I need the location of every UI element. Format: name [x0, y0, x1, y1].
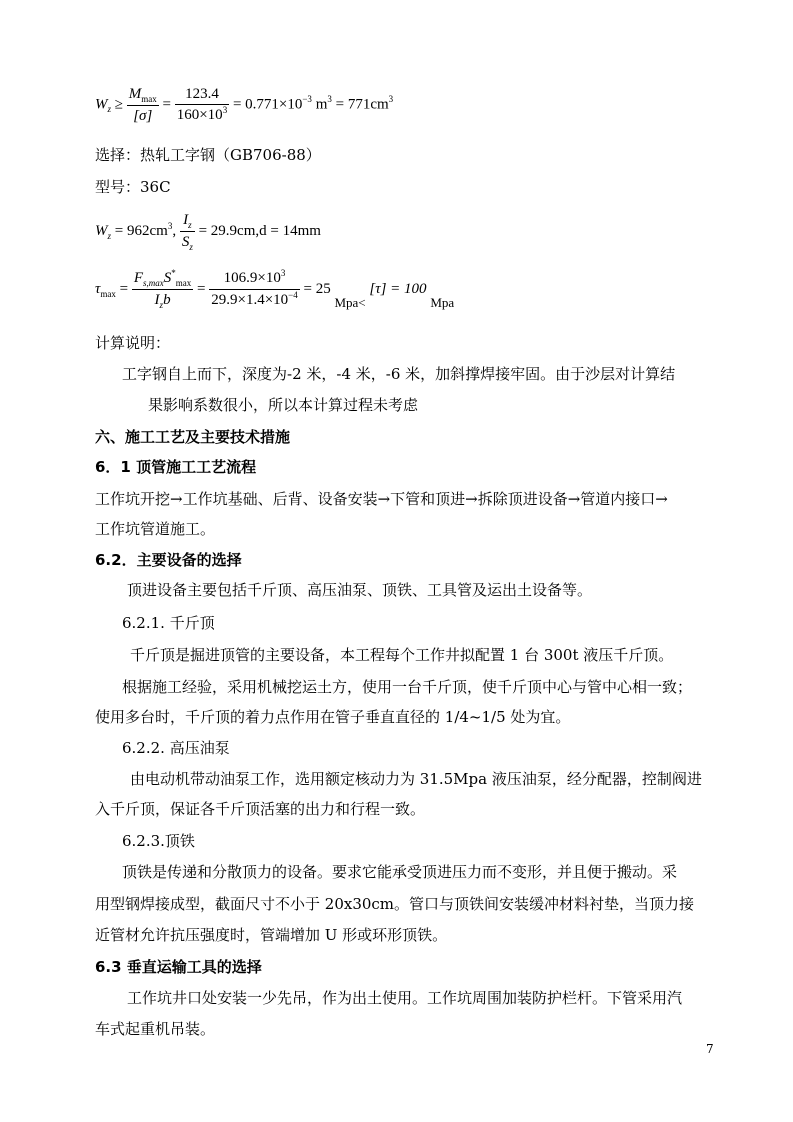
formula1-frac-numeric: [175, 84, 229, 126]
formula1-den-sym: [σ]: [133, 108, 153, 124]
section6-title: 六、施工工艺及主要技术措施: [95, 428, 291, 446]
formula3-num2: 106.9×10: [223, 270, 281, 286]
s622-l1: 由电动机带动油泵工作，选用额定核动力为 31.5Mpa 液压油泵，经分配器，控制阀进: [130, 770, 702, 788]
formula3-num-s-sub: max: [175, 278, 192, 288]
formula1-num-sym: M: [128, 86, 142, 102]
formula1-exp1: −3: [302, 94, 312, 105]
s63-l2: 车式起重机吊装。: [95, 1020, 216, 1038]
formula1-frac-symbolic: [127, 84, 159, 126]
formula3-num-s: S: [163, 270, 172, 286]
formula1-unit2-exp: 3: [388, 94, 394, 105]
formula3-tau-sub: max: [100, 288, 116, 299]
formula1-eq1: = 0.771×10: [232, 96, 303, 113]
s63-l1: 工作坑井口处安装一少先吊，作为出土使用。工作坑周围加装防护栏杆。下管采用汽: [127, 989, 683, 1007]
s61-line1: 工作坑开挖→工作坑基础、后背、设备安装→下管和顶进→拆除顶进设备→管道内接口→: [95, 490, 668, 508]
formula2-num: I: [183, 212, 189, 228]
formula3-tau: τ: [95, 280, 101, 297]
s621-p1: 千斤顶是掘进顶管的主要设备，本工程每个工作井拟配置 1 台 300t 液压千斤顶。: [130, 646, 674, 664]
calc-note-label: 计算说明：: [95, 334, 171, 352]
formula1-unit1-exp: 3: [327, 94, 332, 105]
s623-title: 6.2.3.顶铁: [122, 832, 195, 850]
formula2-eq: = 962cm: [114, 222, 168, 239]
s623-l2: 用型钢焊接成型，截面尺寸不小于 20x30cm。管口与顶铁间安装缓冲材料衬垫，当顶力接: [95, 895, 695, 913]
s623-l3: 近管材允许抗压强度时，管端增加 U 形或环形顶铁。: [95, 926, 448, 944]
s62-title: 6.2．主要设备的选择: [95, 551, 242, 569]
s621-title: 6.2.1. 千斤顶: [122, 614, 215, 632]
formula3-tau2: [τ] = 100: [369, 280, 427, 297]
formula2-lhs-sub: z: [107, 230, 112, 241]
formula3-num2-exp: 3: [280, 268, 286, 278]
selection-line: 选择：热轧工字钢（GB706-88）: [95, 146, 321, 164]
s63-title: 6.3 垂直运输工具的选择: [95, 958, 262, 976]
formula2-rest: = 29.9cm,d = 14mm: [198, 222, 321, 239]
formula3-den-sub: z: [159, 300, 164, 310]
formula3-frac-numeric: [209, 268, 300, 311]
s622-title: 6.2.2. 高压油泵: [122, 739, 230, 757]
formula3-den: I: [154, 292, 160, 308]
formula1-lhs: W: [95, 96, 108, 113]
s622-l2: 入千斤顶，保证各千斤顶活塞的出力和行程一致。: [95, 800, 426, 818]
formula3-mpa2: Mpa: [430, 294, 455, 310]
formula-section-modulus: $W_z$ ≥ $\frac{M_{max}}{[\sigma]}$ = $\frac{123.4}{160\times 10^3}$ = $0.771\times 10^{-3}$ $m^3 = 771cm^3$: [95, 86, 394, 124]
formula1-den-exp: 3: [222, 105, 228, 115]
calc-note-line2: 果影响系数很小，所以本计算过程未考虑: [148, 396, 419, 414]
formula3-lt: <: [358, 294, 366, 310]
formula1-num-value: 123.4: [175, 84, 229, 105]
s62-intro: 顶进设备主要包括千斤顶、高压油泵、顶铁、工具管及运出土设备等。: [127, 581, 593, 599]
formula2-den-sub: z: [189, 242, 193, 252]
formula1-lhs-sub: z: [107, 104, 112, 115]
s61-title: 6．1 顶管施工工艺流程: [95, 458, 257, 476]
formula1-eq2: = 771cm: [335, 96, 389, 113]
formula3-num: F: [133, 270, 144, 286]
formula3-den-b: b: [163, 292, 171, 308]
s621-p2-l2: 使用多台时，千斤顶的着力点作用在管子垂直直径的 1/4~1/5 处为宜。: [95, 708, 571, 726]
formula3-frac-symbolic: [132, 268, 193, 311]
formula1-unit1: m: [315, 96, 328, 113]
formula2-exp: 3: [167, 220, 173, 231]
formula2-comma: ,: [172, 222, 177, 239]
formula3-den2-exp: −4: [288, 290, 298, 300]
formula1-den-value: 160×10: [176, 107, 223, 123]
formula2-frac: [180, 210, 195, 253]
model-line: 型号：36C: [95, 178, 171, 196]
formula2-num-sub: z: [188, 220, 192, 230]
formula1-rel: ≥: [114, 96, 123, 113]
formula3-num-s-sup: *: [171, 268, 176, 278]
s61-line2: 工作坑管道施工。: [95, 520, 216, 538]
calc-note-line1: 工字钢自上而下，深度为-2 米，-4 米，-6 米，加斜撑焊接牢固。由于沙层对计算结: [122, 365, 676, 383]
formula3-result: = 25: [303, 280, 331, 297]
page-number: 7: [706, 1042, 714, 1056]
s623-l1: 顶铁是传递和分散顶力的设备。要求它能承受顶进压力而不变形，并且便于搬动。采: [122, 863, 678, 881]
s621-p2-l1: 根据施工经验，采用机械挖运土方，使用一台千斤顶，使千斤顶中心与管中心相一致；: [122, 678, 693, 696]
formula2-den: S: [181, 234, 190, 250]
formula1-num-sub: max: [141, 94, 157, 104]
formula3-mpa1: Mpa: [334, 294, 359, 310]
formula-shear-stress: $\tau_{max}$ = $\frac{F_{s,max}S^*_{max}}{I_zb}$ = $\frac{106.9\times 10^3}{29.9\times 1.4\times 10^{-4}}$ = 25 Mpa< [τ] = 100 Mpa: [95, 268, 455, 310]
formula2-lhs: W: [95, 222, 108, 239]
formula3-den2: 29.9×1.4×10: [211, 292, 289, 308]
formula-wz-ratio: [95, 210, 321, 253]
formula3-num-sub: s,max: [143, 278, 164, 288]
